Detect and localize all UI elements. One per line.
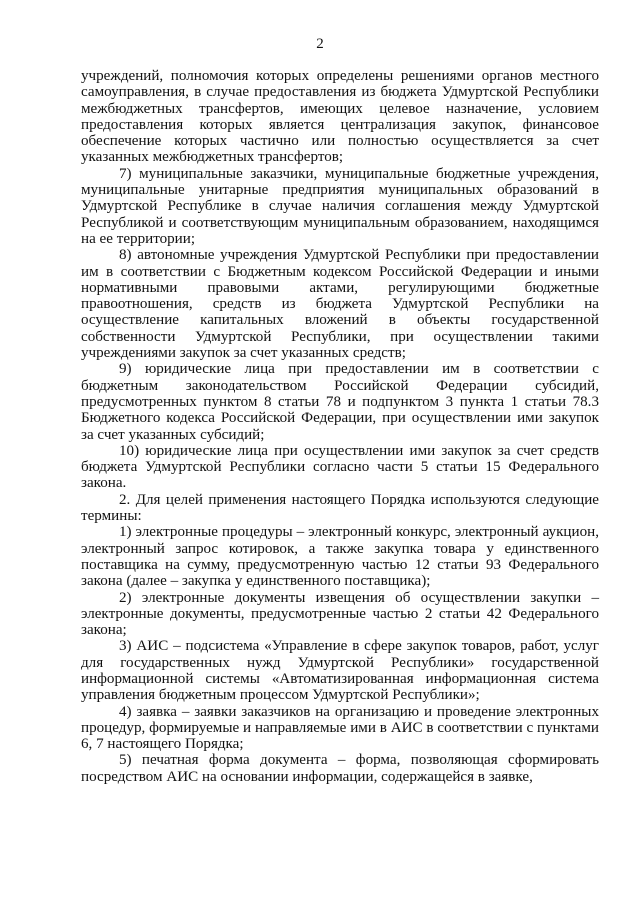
list-item-10: 10) юридические лица при осуществлении ими закупок за счет средств бюджета Удмуртской Республики согласно части 5 статьи 15 Федерального закона. [81,442,599,492]
document-body [81,68,599,785]
paragraph-continuation: учреждений, полномочия которых определены решениями органов местного самоуправления, в случае предоставления из бюджета Удмуртской Республики межбюджетных трансфертов, имеющих целевое назначение, условием предоставления которых является централизация закупок, финансовое обеспечение которых частично или полностью осуществляется за счет указанных межбюджетных трансфертов; [81,68,599,166]
term-4-application: 4) заявка – заявки заказчиков на организацию и проведение электронных процедур, формируемые и направляемые ими в АИС в соответствии с пунктами 6, 7 настоящего Порядка; [81,703,599,753]
term-3-ais: 3) АИС – подсистема «Управление в сфере закупок товаров, работ, услуг для государственных нужд Удмуртской Республики» государственной информационной системы «Автоматизированная информационная система управления бюджетным процессом Удмуртской Республики»; [81,638,599,704]
list-item-8: 8) автономные учреждения Удмуртской Республики при предоставлении им в соответствии с Бюджетным кодексом Российской Федерации и иными нормативными правовыми актами, регулирующими бюджетные правоотношения, средств из бюджета Удмуртской Республики на осуществление капитальных вложений в объекты государственной собственности Удмуртской Республики, при осуществлении такими учреждениями закупок за счет указанных средств; [81,247,599,362]
term-5-printed-form: 5) печатная форма документа – форма, позволяющая сформировать посредством АИС на основании информации, содержащейся в заявке, [81,752,599,785]
term-2-electronic-documents: 2) электронные документы извещения об осуществлении закупки – электронные документы, предусмотренные частью 2 статьи 42 Федерального закона; [81,589,599,639]
list-item-7: 7) муниципальные заказчики, муниципальные бюджетные учреждения, муниципальные унитарные предприятия муниципальных образований в Удмуртской Республике в случае наличия соглашения между Удмуртской Республикой и соответствующим муниципальным образованием, находящимся на ее территории; [81,165,599,247]
list-item-9: 9) юридические лица при предоставлении им в соответствии с бюджетным законодательством Российской Федерации субсидий, предусмотренных пунктом 8 статьи 78 и подпунктом 3 пункта 1 статьи 78.3 Бюджетного кодекса Российской Федерации, при осуществлении ими закупок за счет указанных субсидий; [81,361,599,443]
term-1-electronic-procedures: 1) электронные процедуры – электронный конкурс, электронный аукцион, электронный запрос котировок, а также закупка товара у единственного поставщика на сумму, предусмотренную частью 12 статьи 93 Федерального закона (далее – закупка у единственного поставщика); [81,524,599,590]
page-number: 2 [316,36,324,52]
section-2-intro: 2. Для целей применения настоящего Порядка используются следующие термины: [81,491,599,525]
